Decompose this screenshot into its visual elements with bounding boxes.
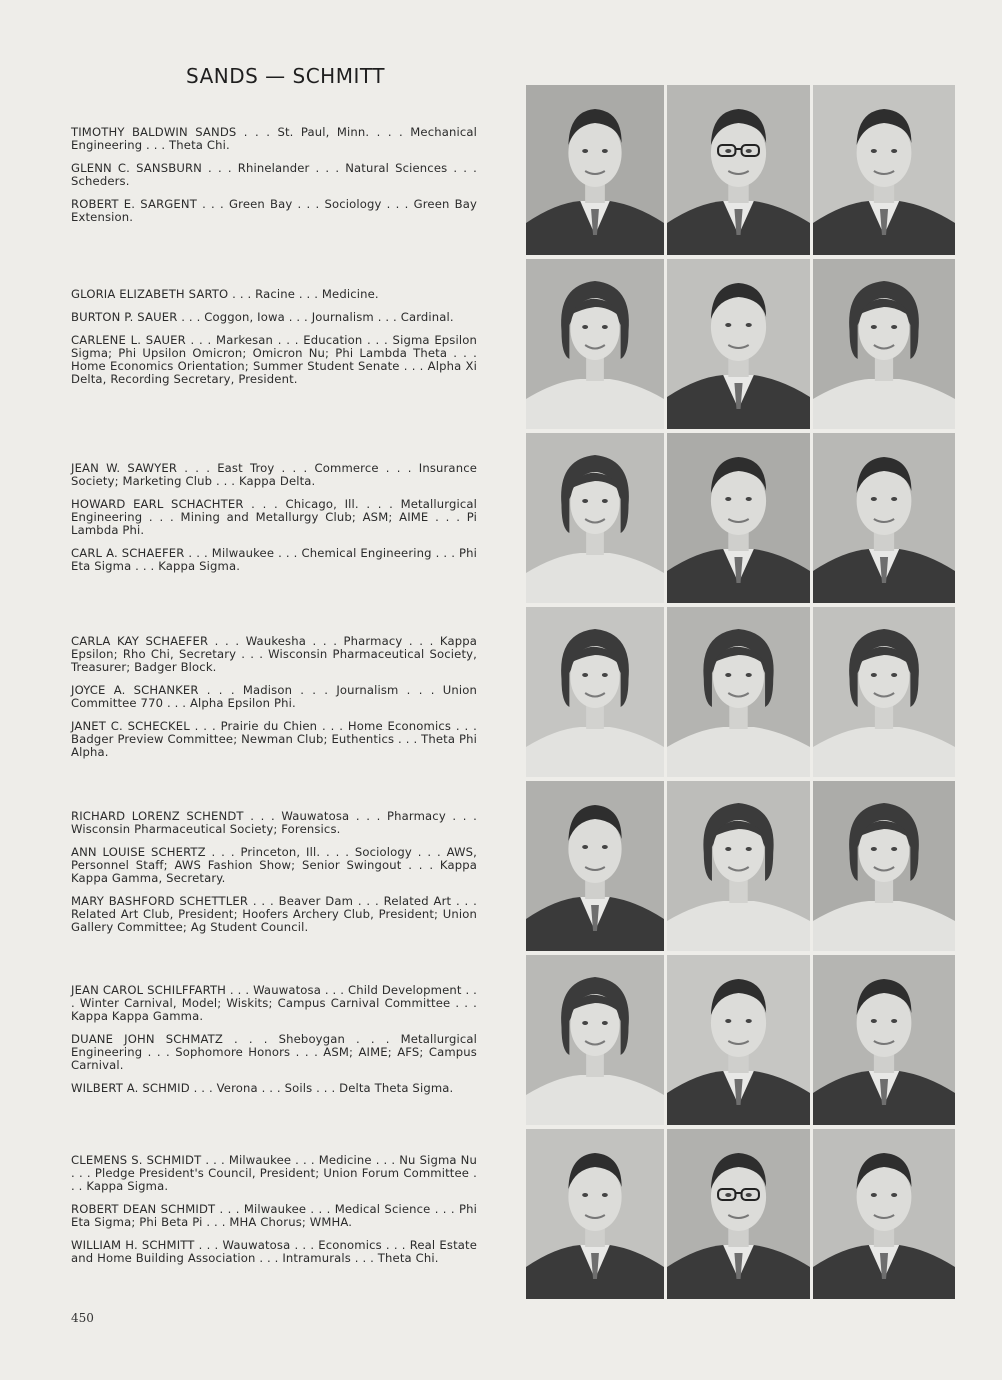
portrait-photo <box>813 781 955 951</box>
portrait-photo <box>526 781 664 951</box>
portrait-photo <box>813 259 955 429</box>
entry-group-7 <box>71 1154 477 1275</box>
entry-sands: TIMOTHY BALDWIN SANDS . . . St. Paul, Minn. . . . Mechanical Engineering . . . Theta Chi. <box>71 125 477 152</box>
entry-group-3 <box>71 462 477 583</box>
entry-carl-schaefer: CARL A. SCHAEFER . . . Milwaukee . . . Chemical Engineering . . . Phi Eta Sigma . . . Kappa Sigma. <box>71 546 477 573</box>
portrait-photo <box>667 955 810 1125</box>
portrait-photo <box>526 955 664 1125</box>
entry-clemens-schmidt: CLEMENS S. SCHMIDT . . . Milwaukee . . . Medicine . . . Nu Sigma Nu . . . Pledge President's Council, President; Union Forum Committee . . . Kappa Sigma. <box>71 1153 477 1193</box>
entry-group-6 <box>71 984 477 1105</box>
portrait-photo <box>667 259 810 429</box>
entry-sansburn: GLENN C. SANSBURN . . . Rhinelander . . . Natural Sciences . . . Scheders. <box>71 161 477 188</box>
entry-schettler: MARY BASHFORD SCHETTLER . . . Beaver Dam . . . Related Art . . . Related Art Club, President; Hoofers Archery Club, President; Union Gallery Committee; Ag Student Council. <box>71 894 477 934</box>
portrait-photo <box>667 85 810 255</box>
portrait-photo <box>667 781 810 951</box>
page-title: SANDS — SCHMITT <box>186 64 385 88</box>
portrait-photo <box>526 433 664 603</box>
entry-schanker: JOYCE A. SCHANKER . . . Madison . . . Journalism . . . Union Committee 770 . . . Alpha Epsilon Phi. <box>71 683 477 710</box>
entry-scheckel: JANET C. SCHECKEL . . . Prairie du Chien . . . Home Economics . . . Badger Preview Committee; Newman Club; Euthentics . . . Theta Phi Alpha. <box>71 719 477 759</box>
portrait-grid <box>526 85 954 1301</box>
portrait-photo <box>526 607 664 777</box>
entry-group-4 <box>71 635 477 769</box>
entry-schmid: WILBERT A. SCHMID . . . Verona . . . Soils . . . Delta Theta Sigma. <box>71 1081 454 1095</box>
entry-schachter: HOWARD EARL SCHACHTER . . . Chicago, Ill. . . . Metallurgical Engineering . . . Mining and Metallurgy Club; ASM; AIME . . . Pi Lambda Phi. <box>71 497 477 537</box>
entry-robert-schmidt: ROBERT DEAN SCHMIDT . . . Milwaukee . . . Medical Science . . . Phi Eta Sigma; Phi Beta Pi . . . MHA Chorus; WMHA. <box>71 1202 477 1229</box>
entry-carlene-sauer: CARLENE L. SAUER . . . Markesan . . . Education . . . Sigma Epsilon Sigma; Phi Upsilon Omicron; Omicron Nu; Phi Lambda Theta . . . Home Economics Orientation; Summer Student Senate . . . Alpha Xi Delta, Recording Secretary, President. <box>71 333 477 386</box>
portrait-photo <box>813 433 955 603</box>
portrait-photo <box>813 1129 955 1299</box>
entry-sargent: ROBERT E. SARGENT . . . Green Bay . . . Sociology . . . Green Bay Extension. <box>71 197 477 224</box>
entry-schmitt: WILLIAM H. SCHMITT . . . Wauwatosa . . . Economics . . . Real Estate and Home Building Association . . . Intramurals . . . Theta Chi. <box>71 1238 477 1265</box>
entry-group-1 <box>71 126 477 234</box>
page-number: 450 <box>71 1311 94 1325</box>
portrait-photo <box>667 433 810 603</box>
entry-schendt: RICHARD LORENZ SCHENDT . . . Wauwatosa . . . Pharmacy . . . Wisconsin Pharmaceutical Society; Forensics. <box>71 809 477 836</box>
portrait-photo <box>526 1129 664 1299</box>
entry-sarto: GLORIA ELIZABETH SARTO . . . Racine . . . Medicine. <box>71 287 379 301</box>
portrait-photo <box>813 85 955 255</box>
entry-carla-schaefer: CARLA KAY SCHAEFER . . . Waukesha . . . Pharmacy . . . Kappa Epsilon; Rho Chi, Secretary . . . Wisconsin Pharmaceutical Society, Treasurer; Badger Block. <box>71 634 477 674</box>
entry-sawyer: JEAN W. SAWYER . . . East Troy . . . Commerce . . . Insurance Society; Marketing Club . . . Kappa Delta. <box>71 461 477 488</box>
entry-group-5 <box>71 810 477 944</box>
entry-schilffarth: JEAN CAROL SCHILFFARTH . . . Wauwatosa . . . Child Development . . . Winter Carnival, Model; Wiskits; Campus Carnival Committee . . . Kappa Kappa Gamma. <box>71 983 477 1023</box>
portrait-photo <box>667 607 810 777</box>
portrait-photo <box>526 85 664 255</box>
entry-schertz: ANN LOUISE SCHERTZ . . . Princeton, Ill. . . . Sociology . . . AWS, Personnel Staff; AWS Fashion Show; Senior Swingout . . . Kappa Kappa Gamma, Secretary. <box>71 845 477 885</box>
portrait-photo <box>667 1129 810 1299</box>
portrait-photo <box>813 955 955 1125</box>
entry-schmatz: DUANE JOHN SCHMATZ . . . Sheboygan . . . Metallurgical Engineering . . . Sophomore Honors . . . ASM; AIME; AFS; Campus Carnival. <box>71 1032 477 1072</box>
portrait-photo <box>526 259 664 429</box>
entry-group-2 <box>71 288 477 396</box>
entry-burton-sauer: BURTON P. SAUER . . . Coggon, Iowa . . . Journalism . . . Cardinal. <box>71 310 454 324</box>
portrait-photo <box>813 607 955 777</box>
